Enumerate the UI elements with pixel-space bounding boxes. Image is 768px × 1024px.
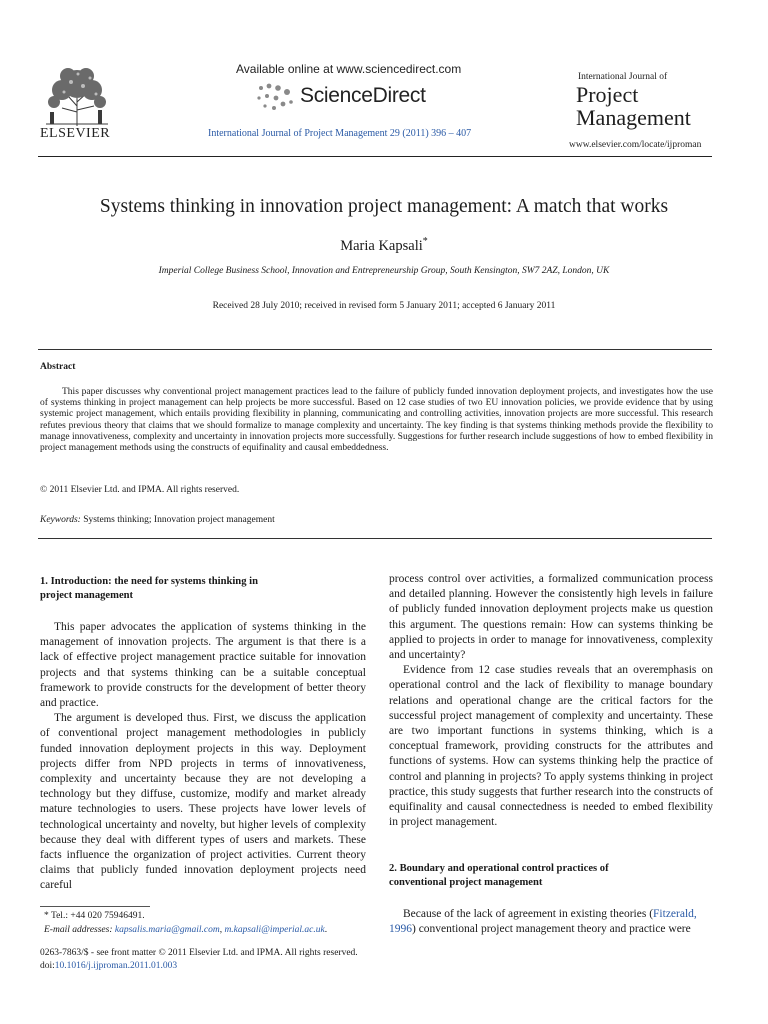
author-affiliation: Imperial College Business School, Innovation and Entrepreneurship Group, South Kensington, SW7 2AZ, London, UK [158,266,610,276]
section2-heading-line2: conventional project management [389,877,543,888]
citation-link-year[interactable]: 1996 [389,923,412,936]
journal-citation-link[interactable]: International Journal of Project Management 29 (2011) 396 – 407 [208,128,472,139]
section2-paragraph [389,907,713,937]
elsevier-tree-logo [38,62,116,128]
section2-heading-line1: 2. Boundary and operational control practices of [389,863,609,874]
footnote-telephone: * Tel.: +44 020 75946491. [44,911,145,921]
col1-paragraph-2: The argument is developed thus. First, we discuss the application of conventional project management methodologies in publicly funded innovation deployment projects in this way. Deployment projects differ from NPD projects in terms of innovativeness, complexity and uncertainty because they are not developing a technology but they diffuse, customize, modify and market already mature technologies to users. These projects have lower levels of technological uncertainty and novelty, but higher levels of complexity because they deal with different types of users and markets. These facts influence the organization of project activities. Current theory claims that publicly funded innovation deployment projects need careful [40,712,366,892]
col2-paragraph-2: Evidence from 12 case studies reveals that an overemphasis on operational control and the lack of flexibility to manage boundary relations and operational change are the critical factors for the successful project management of complexity and uncertainty. These are two important functions in systems thinking, which is a conceptual framework, providing constructs for the attributes and functions of systems. How can systems thinking help the practice of control and planning in projects? To apply systems thinking in project practice, this study suggests that further research into the constructs of equifinality and causal connectedness is needed to embed flexibility in project management. [389,664,713,829]
section2-paragraph-text [389,907,713,937]
email-label: E-mail addresses: [44,925,113,935]
section2-text-end: ) conventional project management theory and practice were [412,923,691,936]
abstract-copyright: © 2011 Elsevier Ltd. and IPMA. All rights reserved. [40,485,240,495]
header-divider [38,156,712,157]
col2-paragraph-1: process control over activities, a formalized communication process and detailed planning. However the consistently high levels in failure of publicly funded innovation deployment projects make us question this argument. The questions remain: How can systems thinking be applied to projects in order to manage for innovativeness, complexity and uncertainty? [389,573,713,662]
available-online-text: Available online at www.sciencedirect.com [236,62,462,76]
footnote-divider [40,906,150,907]
section1-heading [40,575,370,603]
article-author [0,236,768,255]
left-column-body [40,620,366,894]
right-column-body [389,572,713,830]
front-matter-line: 0263-7863/$ - see front matter © 2011 Elsevier Ltd. and IPMA. All rights reserved. [40,948,358,958]
footnote-emails [44,925,327,935]
email-separator: , [219,925,225,935]
abstract-heading: Abstract [40,362,76,372]
email-end: . [324,925,328,935]
section2-heading [389,862,714,890]
abstract-text: This paper discusses why conventional project management practices lead to the failure of publicly funded innovation deployment projects, and investigates how the use of systems thinking in project management can help projects be more successful. Based on 12 case studies of two EU innovation policies, we provide evidence that by using systemic project management, which entails providing flexibility in planning, communicating and controlling activities, innovation projects are more successful. This research refutes previous theory that claims that we should formalize to manage complexity and uncertainty. The key finding is that systems thinking methods provide the flexibility to manage innovativeness, complexity and uncertainty in innovation projects more successfully. Suggestions for further research include suggestions of how to embed flexibility in project management methods using the constructs of equifinality and causal embeddedness. [40,387,713,454]
abstract-top-divider [38,349,712,350]
sciencedirect-wordmark: ScienceDirect [300,84,426,107]
email-link-imperial[interactable]: m.kapsali@imperial.ac.uk [224,925,325,935]
section2-text-start: Because of the lack of agreement in existing theories ( [403,908,654,920]
col1-paragraph-1: This paper advocates the application of systems thinking in the management of innovation projects. The argument is that there is a lack of effective project management practice suitable for innovation projects and that systems thinking can be a suitable conceptual framework to provide constructs for the development of better theory and practice. [40,621,366,710]
journal-name-small: International Journal of [578,72,668,82]
author-footnote-mark[interactable]: * [422,236,428,247]
journal-url[interactable]: www.elsevier.com/locate/ijproman [569,140,702,150]
doi-label: doi: [40,961,55,971]
received-dates: Received 28 July 2010; received in revised form 5 January 2011; accepted 6 January 2011 [212,301,556,311]
journal-name-line1: Project [576,82,639,107]
keywords-label: Keywords: [40,515,81,525]
article-title: Systems thinking in innovation project management: A match that works [99,196,669,217]
keywords-list: Systems thinking; Innovation project management [80,515,275,525]
journal-name-line2: Management [576,105,691,130]
section1-heading-line2: project management [40,590,134,601]
keywords [40,515,275,525]
doi-link[interactable]: 10.1016/j.ijproman.2011.01.003 [54,961,178,971]
abstract-bottom-divider [38,538,712,539]
citation-link-fitzerald[interactable]: Fitzerald, [653,908,697,920]
doi-line [40,961,177,971]
author-name: Maria Kapsali [340,237,423,254]
section1-heading-line1: 1. Introduction: the need for systems thinking in [40,576,258,587]
publisher-name: ELSEVIER [40,126,111,141]
email-link-gmail[interactable]: kapsalis.maria@gmail.com [114,925,220,935]
